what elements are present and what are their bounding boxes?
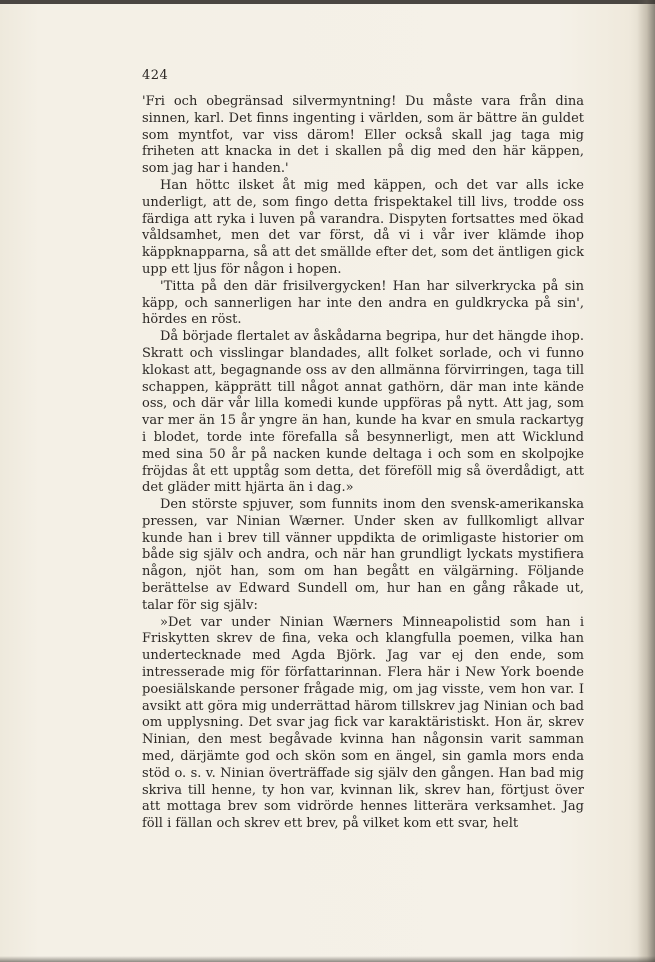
text-section-2 [142,497,584,833]
paragraph: Den störste spjuver, som funnits inom den svensk-amerikanska pressen, var Ninian Wærner. Under sken av fullkomligt allvar kunde han i brev till vänner uppdikta de orimligaste historier om både sig själv och andra, och när han grundligt lyckats mystifiera någon, njöt han, som om han begått en välgärning. Följande berättelse av Edward Sundell om, hur han en gång råkade ut, talar för sig själv: [142,497,584,613]
paragraph: Då började flertalet av åskådarna begripa, hur det hängde ihop. Skratt och visslingar blandades, allt folket sorlade, och vi funno klokast att, begagnande oss av den allmänna förvirringen, taga till schappen, käpprätt till något annat gathörn, där man inte kände oss, och där vår lilla komedi kunde uppföras på nytt. Att jag, som var mer än 15 år yngre än han, kunde ha kvar en smula rackartyg i blodet, torde inte förefalla så besynnerligt, men att Wicklund med sina 50 år på nacken kunde deltaga i och som en skolpojke fröjdas åt ett upptåg som detta, det föreföll mig så överdådigt, att det gläder mitt hjärta än i dag.» [142,329,584,496]
text-section-1 [142,94,584,497]
paragraph: 'Titta på den där frisilvergycken! Han har silverkrycka på sin käpp, och sannerligen har inte den andra en guldkrycka på sin', hördes en röst. [142,278,584,328]
paragraph: »Det var under Ninian Wærners Minneapolistid som han i Friskytten skrev de fina, veka och klangfulla poemen, vilka han undertecknade med Agda Björk. Jag var ej den ende, som intresserade mig för författarinnan. Flera här i New York boende poesiälskande personer frågade mig, om jag visste, vem hon var. I avsikt att göra mig underrättad härom tillskrev jag Ninian och bad om upplysning. Det svar jag fick var karaktäristiskt. Hon är, skrev Ninian, den mest begåvade kvinna han någonsin varit samman med, därjämte god och skön som en ängel, sin gamla mors enda stöd o. s. v. Ninian överträffade sig själv den gången. Han bad mig skriva till henne, ty hon var, kvinnan lik, skrev han, förtjust över att mottaga brev som vidrörde hennes litterära verksamhet. Jag föll i fällan och skrev ett brev, på vilket kom ett svar, helt [142,614,584,832]
page-bottom-edge [0,956,655,962]
page-number: 424 [142,68,169,83]
paragraph: Han höttc ilsket åt mig med käppen, och det var alls icke underligt, att de, som fingo detta frispektakel till livs, trodde oss färdiga att ryka i luven på varandra. Dispyten fortsattes med ökad våldsamhet, men det var först, då vi i vår iver klämde ihop käppknapparna, så att det smällde efter det, som det äntligen gick upp ett ljus för någon i hopen. [142,177,584,277]
page-top-edge [0,0,655,4]
page-binding-shadow [637,0,655,962]
paragraph: 'Fri och obegränsad silvermyntning! Du måste vara från dina sinnen, karl. Det finns ingenting i världen, som är bättre än guldet som myntfot, var viss därom! Eller också skall jag taga mig friheten att knacka in det i skallen på dig med den här käppen, som jag har i handen.' [142,94,584,177]
